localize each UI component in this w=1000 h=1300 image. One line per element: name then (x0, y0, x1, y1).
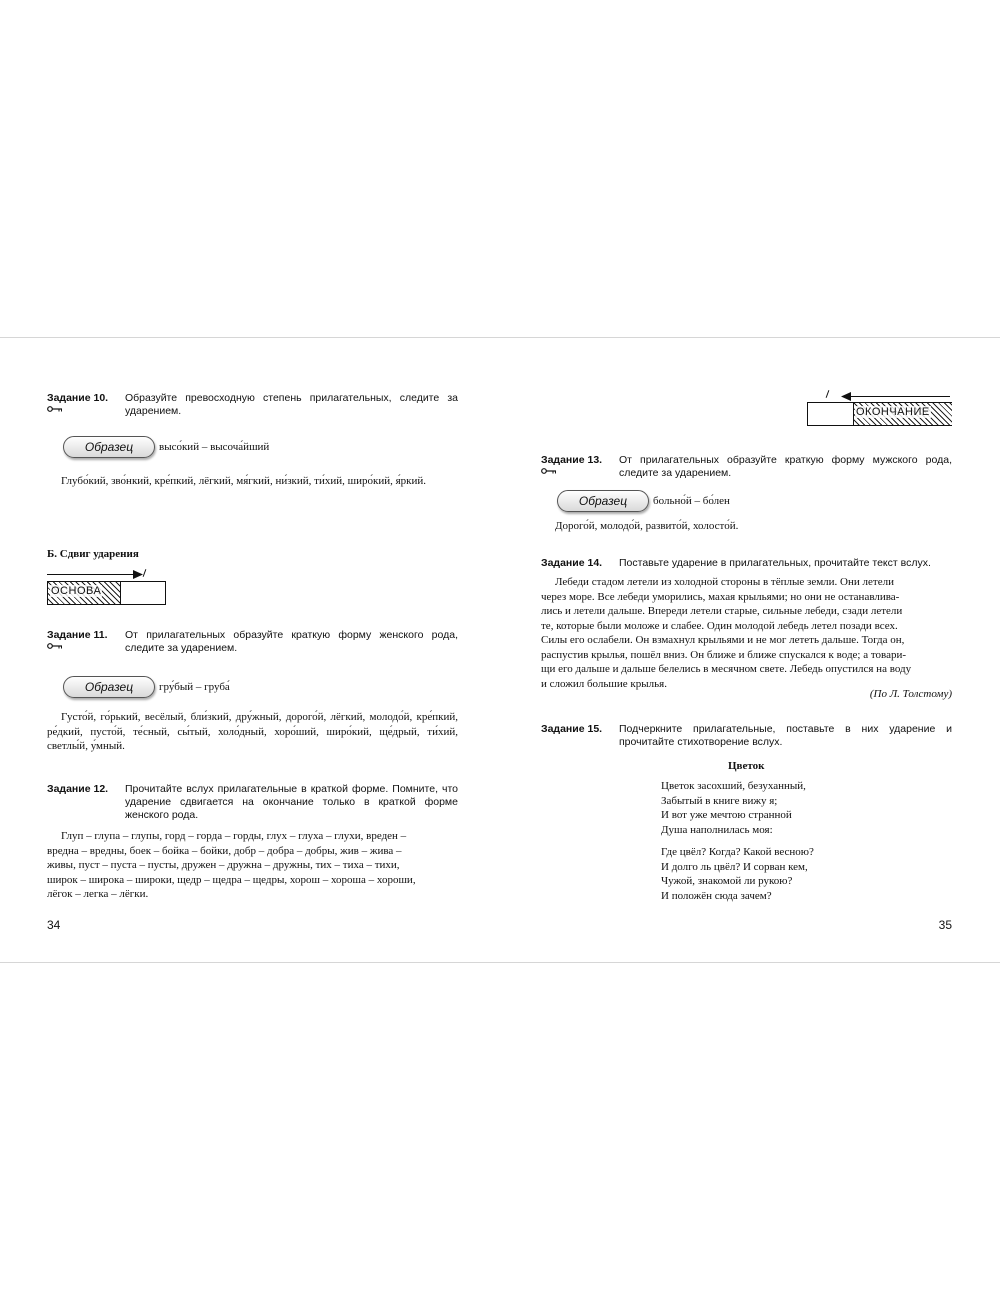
task-12-text (47, 829, 458, 902)
task-13-words: Дорого́й, молодо́й, развито́й, холосто́й. (555, 520, 739, 532)
text-line: лись и летели дальше. Впереди летели старые, сильные лебеди, сзади летели (541, 605, 903, 617)
task-15-label: Задание 15. (541, 723, 603, 735)
stress-mark (826, 390, 830, 398)
text-line: широк – широка – широки, щедр – щедра – щедры, хорош – хороша – хороши, (47, 873, 416, 886)
poem-stanza-1 (661, 779, 806, 837)
page-number: 34 (47, 918, 61, 932)
sample-bubble: Образец (557, 490, 649, 512)
page-number: 35 (938, 918, 952, 932)
task-15-instruction: Подчеркните прилагательные, поставьте в них ударение и прочитайте стихотворение вслух. (619, 723, 952, 748)
task-14-text (541, 575, 952, 691)
text-credit: (По Л. Толстому) (869, 688, 952, 700)
poem-line: Цветок засохший, безуханный, (661, 780, 806, 792)
task-11-instruction: От прилагательных образуйте краткую форму женского рода, следите за ударением. (125, 629, 458, 654)
sample-13-text: больно́й – бо́лен (653, 495, 730, 507)
left-page (47, 338, 458, 962)
stem-label: ОСНОВА (51, 585, 102, 597)
ending-label: ОКОНЧАНИЕ (856, 406, 930, 418)
task-12-label: Задание 12. (47, 783, 109, 795)
task-11-label: Задание 11. (47, 629, 108, 641)
text-line: через море. Все лебеди уморились, махая крыльями; но они не останавлива- (541, 590, 900, 603)
sample-10 (63, 436, 363, 458)
poem-line: Душа наполнилась моя: (661, 823, 773, 836)
arrow-right-icon (133, 570, 143, 579)
book-spread (0, 337, 1000, 963)
key-icon (47, 406, 63, 412)
text-line: распустив крылья, пошёл вниз. Он ближе и ближе спускался к воде; а товари- (541, 648, 906, 661)
task-14 (541, 557, 952, 570)
task-12 (47, 783, 458, 822)
arrow-line (47, 574, 137, 575)
poem-line: И долго ль цвёл? И сорван кем, (661, 860, 808, 873)
text-line: живы, пуст – пуста – пусты, дружен – дружна – дружны, тих – тиха – тихи, (47, 859, 400, 871)
poem-line: И положён сюда зачем? (661, 889, 772, 902)
sample-10-text: высо́кий – высоча́йший (159, 441, 270, 453)
task-10 (47, 392, 458, 418)
task-14-label: Задание 14. (541, 557, 603, 569)
sample-13 (557, 490, 857, 512)
sample-11 (63, 676, 363, 698)
text-line: Силы его ослабели. Он взмахнул крыльями и не мог лететь дальше. Тогда он, (541, 634, 905, 646)
text-line: Глуп – глупа – глупы, горд – горда – горды, глух – глуха – глухи, вреден – (61, 830, 407, 842)
arrow-line (847, 396, 950, 397)
task-14-instruction: Поставьте ударение в прилагательных, прочитайте текст вслух. (619, 557, 931, 569)
task-11-words: Густо́й, го́рький, весёлый, бли́зкий, дру́жный, дорого́й, лёгкий, молодо́й, кре́пкий, ре́дкий, пусто́й, те́сный, сы́тый, холо́дный, хоро́ший, широ́кий, ще́дрый, ти́хий, светлы́й, у́мный. (47, 711, 458, 752)
text-line: щи его дальше и дальше белелись в месячном свете. Лебедь опустился на воду (541, 663, 912, 675)
task-10-label: Задание 10. (47, 392, 109, 404)
text-line: Лебеди стадом летели из холодной стороны в тёплые земли. Они летели (555, 576, 894, 588)
poem-line: Чужой, знакомой ли рукою? (661, 875, 793, 887)
right-page (541, 338, 952, 962)
task-13-label: Задание 13. (541, 454, 603, 466)
sample-bubble: Образец (63, 436, 155, 458)
stress-mark (143, 569, 147, 577)
text-line: лёгок – легка – лёгки. (47, 888, 149, 900)
text-line: те, которые были моложе и слабее. Один молодой лебедь летел позади всех. (541, 619, 898, 632)
section-heading: Б. Сдвиг ударения (47, 548, 139, 560)
stem-diagram (47, 566, 167, 606)
task-12-instruction: Прочитайте вслух прилагательные в краткой форме. Помните, что ударение сдвигается на окончание только в краткой форме женского рода. (125, 783, 458, 821)
text-line: и сложил большие крылья. (541, 677, 667, 690)
ending-diagram (807, 388, 952, 428)
task-10-words: Глубо́кий, зво́нкий, кре́пкий, лёгкий, мя́гкий, ни́зкий, ти́хий, широ́кий, я́ркий. (61, 475, 427, 487)
task-13 (541, 454, 952, 480)
text-line: вредна – вредны, боек – бойка – бойки, добр – добра – добры, жив – жива – (47, 844, 402, 857)
poem-stanza-2 (661, 845, 814, 903)
poem-line: Где цвёл? Когда? Какой весною? (661, 846, 814, 858)
poem-line: Забытый в книге вижу я; (661, 794, 778, 807)
task-11 (47, 629, 458, 655)
task-13-instruction: От прилагательных образуйте краткую форму мужского рода, следите за ударением. (619, 454, 952, 479)
poem-line: И вот уже мечтою странной (661, 809, 792, 821)
key-icon (541, 468, 557, 474)
poem-title: Цветок (728, 760, 765, 772)
task-15 (541, 723, 952, 749)
task-10-instruction: Образуйте превосходную степень прилагательных, следите за ударением. (125, 392, 458, 417)
key-icon (47, 643, 63, 649)
sample-bubble: Образец (63, 676, 155, 698)
sample-11-text: гру́бый – груба́ (159, 681, 230, 693)
